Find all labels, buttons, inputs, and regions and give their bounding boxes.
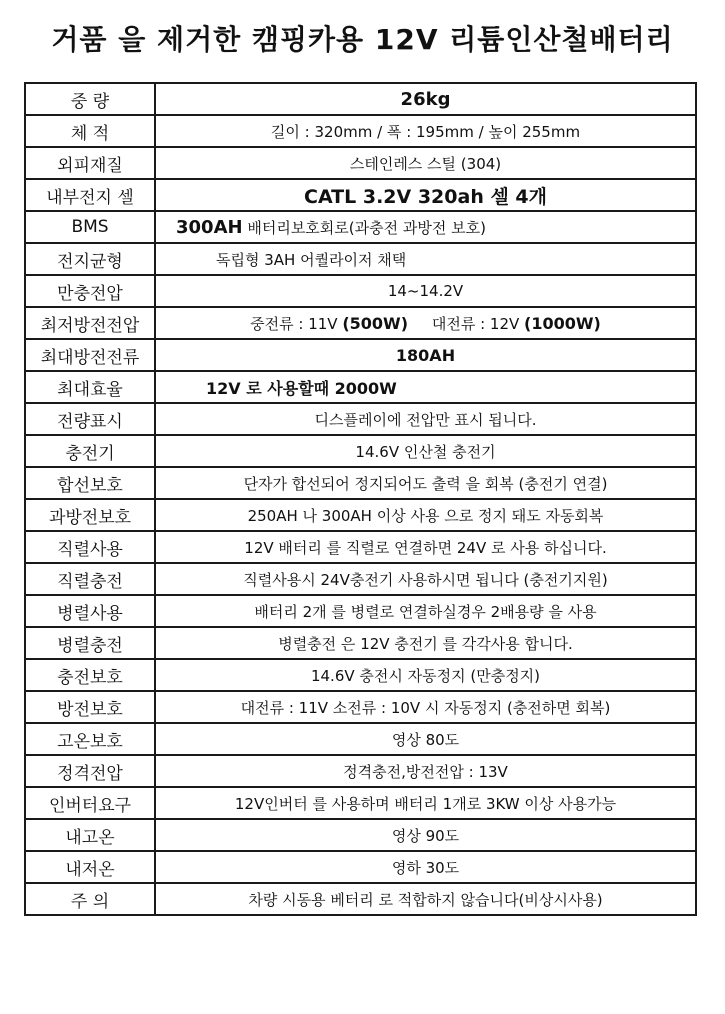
row-label-discharge-protection: 방전보호 [25, 691, 155, 723]
table-row [25, 691, 696, 723]
mid-current-power: (500W) [342, 313, 408, 333]
table-row [25, 467, 696, 499]
row-label-series-use: 직렬사용 [25, 531, 155, 563]
table-row [25, 723, 696, 755]
table-row [25, 659, 696, 691]
table-row [25, 243, 696, 275]
table-row [25, 275, 696, 307]
row-value-high-temp: 영상 90도 [155, 819, 696, 851]
table-row [25, 787, 696, 819]
row-label-balance: 전지균형 [25, 243, 155, 275]
row-label-min-discharge: 최저방전전압 [25, 307, 155, 339]
row-value-caution: 차량 시동용 베터리 로 적합하지 않습니다(비상시사용) [155, 883, 696, 915]
row-value-cells: CATL 3.2V 320ah 셀 4개 [155, 179, 696, 211]
row-value-overdischarge: 250AH 나 300AH 이상 사용 으로 정지 돼도 자동회복 [155, 499, 696, 531]
row-label-parallel-charge: 병렬충전 [25, 627, 155, 659]
table-row [25, 307, 696, 339]
row-value-volume: 길이 : 320mm / 폭 : 195mm / 높이 255mm [155, 115, 696, 147]
row-value-high-temp-protection: 영상 80도 [155, 723, 696, 755]
row-value-series-charge: 직렬사용시 24V충전기 사용하시면 됩니다 (충전기지원) [155, 563, 696, 595]
row-label-max-current: 최대방전전류 [25, 339, 155, 371]
row-value-weight: 26kg [155, 83, 696, 115]
table-row [25, 499, 696, 531]
row-label-series-charge: 직렬충전 [25, 563, 155, 595]
row-label-high-temp: 내고온 [25, 819, 155, 851]
row-label-inverter: 인버터요구 [25, 787, 155, 819]
table-row [25, 819, 696, 851]
high-current-power: (1000W) [524, 313, 601, 333]
row-value-rated-voltage: 정격충전,방전전압 : 13V [155, 755, 696, 787]
row-label-short-protection: 합선보호 [25, 467, 155, 499]
table-row [25, 531, 696, 563]
row-label-full-voltage: 만충전압 [25, 275, 155, 307]
row-value-max-efficiency: 12V 로 사용할때 2000W [155, 371, 696, 403]
page-title: 거품 을 제거한 캠핑카용 12V 리튬인산철배터리 [51, 23, 674, 56]
row-label-rated-voltage: 정격전압 [25, 755, 155, 787]
row-label-charge-protection: 충전보호 [25, 659, 155, 691]
row-value-charger: 14.6V 인산철 충전기 [155, 435, 696, 467]
bms-capacity: 300AH [176, 216, 243, 238]
table-row [25, 115, 696, 147]
table-row [25, 883, 696, 915]
table-row [25, 339, 696, 371]
table-row [25, 595, 696, 627]
row-label-weight: 중 량 [25, 83, 155, 115]
row-label-display: 전량표시 [25, 403, 155, 435]
row-value-bms [155, 211, 696, 243]
table-row [25, 147, 696, 179]
table-row [25, 83, 696, 115]
table-row [25, 851, 696, 883]
row-value-display: 디스플레이에 전압만 표시 됩니다. [155, 403, 696, 435]
row-value-parallel-charge: 병렬충전 은 12V 충전기 를 각각사용 합니다. [155, 627, 696, 659]
row-label-charger: 충전기 [25, 435, 155, 467]
row-label-parallel-use: 병렬사용 [25, 595, 155, 627]
row-label-cells: 내부전지 셀 [25, 179, 155, 211]
row-value-short-protection: 단자가 합선되어 정지되어도 출력 을 회복 (충전기 연결) [155, 467, 696, 499]
row-value-full-voltage: 14~14.2V [155, 275, 696, 307]
row-value-series-use: 12V 배터리 를 직렬로 연결하면 24V 로 사용 하십니다. [155, 531, 696, 563]
row-value-parallel-use: 배터리 2개 를 병렬로 연결하실경우 2배용량 을 사용 [155, 595, 696, 627]
table-row [25, 403, 696, 435]
row-value-max-current: 180AH [155, 339, 696, 371]
table-row [25, 371, 696, 403]
row-label-volume: 체 적 [25, 115, 155, 147]
row-label-high-temp-protection: 고온보호 [25, 723, 155, 755]
spec-table [24, 82, 697, 916]
row-label-bms: BMS [25, 211, 155, 243]
table-row [25, 627, 696, 659]
table-row [25, 435, 696, 467]
row-label-low-temp: 내저온 [25, 851, 155, 883]
row-value-inverter: 12V인버터 를 사용하며 배터리 1개로 3KW 이상 사용가능 [155, 787, 696, 819]
row-value-low-temp: 영하 30도 [155, 851, 696, 883]
row-value-balance: 독립형 3AH 어퀄라이저 채택 [155, 243, 696, 275]
table-row [25, 211, 696, 243]
row-label-casing: 외피재질 [25, 147, 155, 179]
table-row [25, 563, 696, 595]
row-value-casing: 스테인레스 스틸 (304) [155, 147, 696, 179]
row-value-min-discharge [155, 307, 696, 339]
high-current: 대전류 : 12V [408, 314, 525, 333]
row-label-max-efficiency: 최대효율 [25, 371, 155, 403]
table-row [25, 755, 696, 787]
mid-current: 중전류 : 11V [250, 314, 343, 333]
row-label-overdischarge: 과방전보호 [25, 499, 155, 531]
row-value-charge-protection: 14.6V 충전시 자동정지 (만충정지) [155, 659, 696, 691]
table-row [25, 179, 696, 211]
row-label-caution: 주 의 [25, 883, 155, 915]
row-value-discharge-protection: 대전류 : 11V 소전류 : 10V 시 자동정지 (충전하면 회복) [155, 691, 696, 723]
bms-description: 배터리보호회로(과충전 과방전 보호) [242, 218, 486, 237]
